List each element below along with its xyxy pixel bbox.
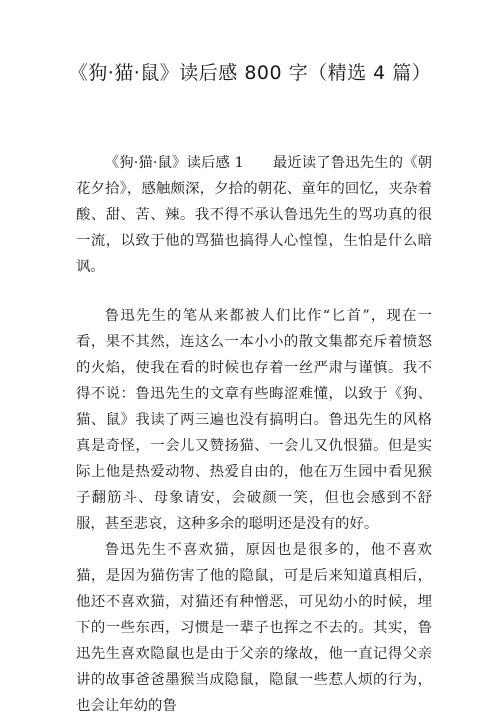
document-title: 《狗·猫·鼠》读后感 800 字（精选 4 篇） bbox=[68, 62, 432, 84]
document-body bbox=[76, 150, 432, 719]
paragraph-1: 《狗·猫·鼠》读后感 1 最近读了鲁迅先生的《朝花夕拾》，感触颇深，夕拾的朝花、童年的回忆，夹杂着酸、甜、苦、辣。我不得不承认鲁迅先生的骂功真的很一流，以致于他的骂猫也搞得人心惶惶，生怕是什么暗讽。 bbox=[76, 155, 432, 275]
paragraph-3: 鲁迅先生不喜欢猫，原因也是很多的，他不喜欢猫，是因为猫伤害了他的隐鼠，可是后来知道真相后，他还不喜欢猫，对猫还有种憎恶，可见幼小的时候，埋下的一些东西，习惯是一辈子也挥之不去的。其实，鲁迅先生喜欢隐鼠也是由于父亲的缘故，他一直记得父亲讲的故事爸爸墨猴当成隐鼠，隐鼠一些惹人烦的行为，也会让年幼的鲁 bbox=[76, 542, 432, 714]
paragraph-2: 鲁迅先生的笔从来都被人们比作“匕首”，现在一看，果不其然，连这么一本小小的散文集都充斥着愤怒的火焰，使我在看的时候也存着一丝严肃与谨慎。我不得不说：鲁迅先生的文章有些晦涩难懂，以致于《狗、猫、鼠》我读了两三遍也没有搞明白。鲁迅先生的风格真是奇怪，一会儿又赞扬猫、一会儿又仇恨猫。但是实际上他是热爱动物、热爱自由的，他在万生园中看见猴子翻筋斗、母象请安，会破颜一笑，但也会感到不舒服，甚至悲哀，这种多余的聪明还是没有的好。 bbox=[76, 308, 432, 532]
